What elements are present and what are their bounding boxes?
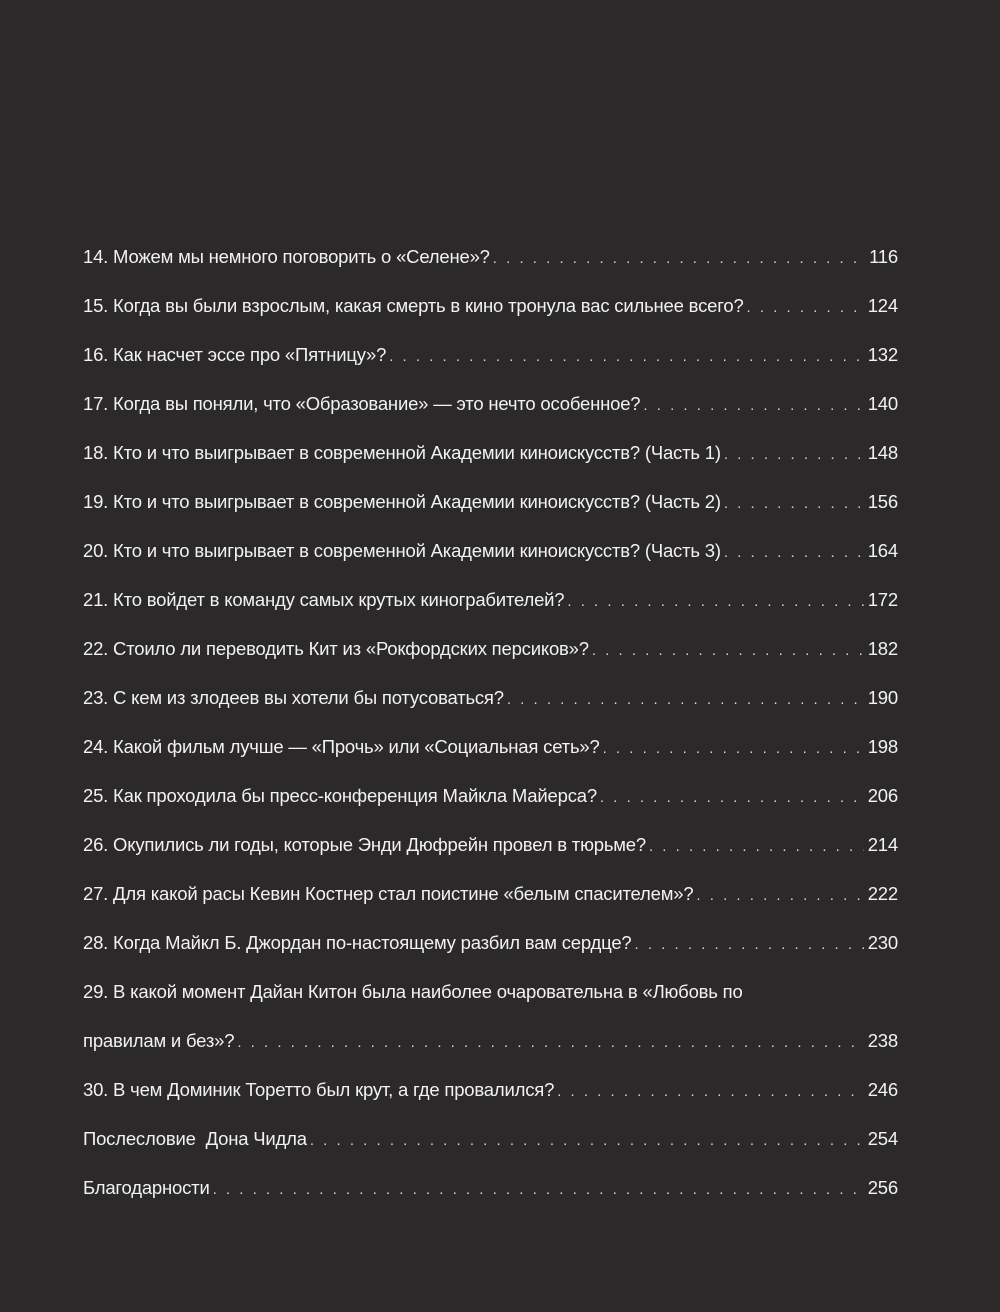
dot-leader xyxy=(603,724,864,773)
toc-entry-title: 21. Кто войдет в команду самых крутых кинограбителей? xyxy=(83,589,565,610)
toc-entry-title: 22. Стоило ли переводить Кит из «Рокфордских персиков»? xyxy=(83,638,589,659)
toc-entry-26[interactable] xyxy=(83,820,898,869)
toc-entry-18[interactable] xyxy=(83,428,898,477)
toc-entry-page: 256 xyxy=(867,1177,898,1198)
toc-entry-title: 15. Когда вы были взрослым, какая смерть в кино тронула вас сильнее всего? xyxy=(83,295,744,316)
toc-entry-27[interactable] xyxy=(83,869,898,918)
table-of-contents xyxy=(83,232,898,1212)
toc-entry-23[interactable] xyxy=(83,673,898,722)
toc-entry-page: 148 xyxy=(867,442,898,463)
toc-entry-page: 116 xyxy=(869,246,898,267)
dot-leader xyxy=(213,1165,864,1214)
dot-leader xyxy=(643,381,863,430)
dot-leader xyxy=(237,1018,863,1067)
toc-entry-title: 28. Когда Майкл Б. Джордан по-настоящему разбил вам сердце? xyxy=(83,932,632,953)
toc-entry-page: 172 xyxy=(867,589,898,610)
dot-leader xyxy=(600,773,864,822)
toc-entry-acknowledgements[interactable] xyxy=(83,1163,898,1212)
dot-leader xyxy=(696,871,863,920)
toc-entry-title: 25. Как проходила бы пресс-конференция Майкла Майерса? xyxy=(83,785,597,806)
toc-entry-title: 26. Окупились ли годы, которые Энди Дюфрейн провел в тюрьме? xyxy=(83,834,646,855)
toc-entry-title: 27. Для какой расы Кевин Костнер стал поистине «белым спасителем»? xyxy=(83,883,694,904)
toc-entry-29[interactable] xyxy=(83,967,898,1065)
toc-entry-page: 156 xyxy=(867,491,898,512)
toc-entry-title-line2: правилам и без»? xyxy=(83,1030,235,1051)
toc-entry-title: Благодарности xyxy=(83,1177,210,1198)
dot-leader xyxy=(567,577,863,626)
toc-entry-title: Послесловие Дона Чидла xyxy=(83,1128,307,1149)
toc-entry-title: 19. Кто и что выигрывает в современной Академии киноискусств? (Часть 2) xyxy=(83,491,721,512)
toc-entry-title: 30. В чем Доминик Торетто был крут, а где провалился? xyxy=(83,1079,555,1100)
dot-leader xyxy=(389,332,864,381)
toc-entry-25[interactable] xyxy=(83,771,898,820)
dot-leader xyxy=(493,234,865,283)
dot-leader xyxy=(649,822,864,871)
toc-entry-page: 254 xyxy=(867,1128,898,1149)
toc-entry-title: 18. Кто и что выигрывает в современной Академии киноискусств? (Часть 1) xyxy=(83,442,721,463)
toc-entry-19[interactable] xyxy=(83,477,898,526)
dot-leader xyxy=(310,1116,864,1165)
toc-entry-title: 24. Какой фильм лучше — «Прочь» или «Социальная сеть»? xyxy=(83,736,600,757)
toc-entry-page: 124 xyxy=(867,295,898,316)
dot-leader xyxy=(724,528,864,577)
toc-entry-page: 214 xyxy=(867,834,898,855)
toc-entry-28[interactable] xyxy=(83,918,898,967)
toc-entry-17[interactable] xyxy=(83,379,898,428)
toc-entry-14[interactable] xyxy=(83,232,898,281)
toc-entry-title: 20. Кто и что выигрывает в современной Академии киноискусств? (Часть 3) xyxy=(83,540,721,561)
toc-entry-title: 23. С кем из злодеев вы хотели бы потусоваться? xyxy=(83,687,504,708)
toc-entry-21[interactable] xyxy=(83,575,898,624)
toc-entry-title-line1: 29. В какой момент Дайан Китон была наиболее очаровательна в «Любовь по xyxy=(83,981,743,1002)
toc-entry-22[interactable] xyxy=(83,624,898,673)
dot-leader xyxy=(747,283,864,332)
toc-entry-24[interactable] xyxy=(83,722,898,771)
toc-entry-page: 132 xyxy=(867,344,898,365)
toc-entry-title: 17. Когда вы поняли, что «Образование» — это нечто особенное? xyxy=(83,393,641,414)
dot-leader xyxy=(507,675,864,724)
toc-entry-page: 140 xyxy=(867,393,898,414)
toc-entry-page: 164 xyxy=(867,540,898,561)
dot-leader xyxy=(724,479,864,528)
toc-entry-afterword[interactable] xyxy=(83,1114,898,1163)
toc-entry-page: 190 xyxy=(867,687,898,708)
toc-entry-30[interactable] xyxy=(83,1065,898,1114)
dot-leader xyxy=(557,1067,864,1116)
dot-leader xyxy=(635,920,864,969)
toc-entry-15[interactable] xyxy=(83,281,898,330)
toc-entry-page: 198 xyxy=(867,736,898,757)
dot-leader xyxy=(724,430,864,479)
toc-entry-page: 230 xyxy=(867,932,898,953)
toc-entry-page: 222 xyxy=(867,883,898,904)
toc-entry-page: 246 xyxy=(867,1079,898,1100)
toc-entry-page: 182 xyxy=(867,638,898,659)
toc-entry-page: 206 xyxy=(867,785,898,806)
toc-entry-title: 16. Как насчет эссе про «Пятницу»? xyxy=(83,344,387,365)
toc-entry-title: 14. Можем мы немного поговорить о «Селене»? xyxy=(83,246,490,267)
dot-leader xyxy=(592,626,864,675)
toc-entry-page: 238 xyxy=(867,1030,898,1051)
toc-entry-20[interactable] xyxy=(83,526,898,575)
toc-entry-16[interactable] xyxy=(83,330,898,379)
